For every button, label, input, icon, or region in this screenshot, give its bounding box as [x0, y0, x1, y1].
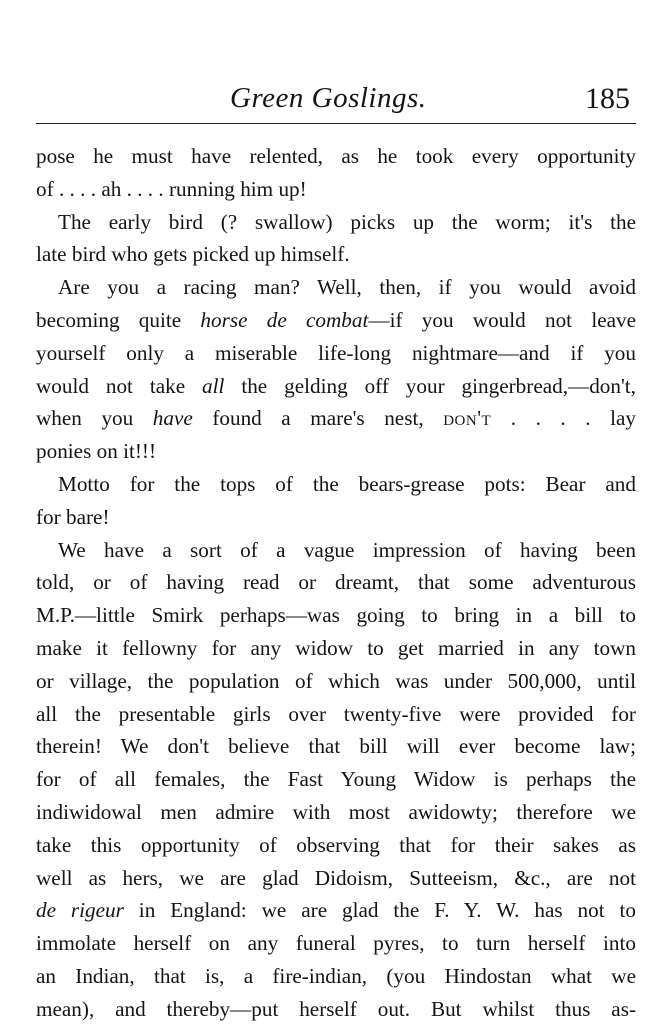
text-run: . . . . lay	[491, 406, 637, 431]
text-run: therein! We don't believe that bill will ever become law;	[36, 734, 636, 759]
text-line	[36, 927, 636, 960]
text-line	[36, 829, 636, 862]
text-run: ponies on it!!!	[36, 439, 157, 464]
text-line	[36, 763, 636, 796]
italic-text: all	[202, 373, 225, 398]
page-header	[36, 80, 636, 120]
text-run: all the presentable girls over twenty-five were provided for	[36, 701, 636, 726]
text-run: yourself only a miserable life-long nightmare—and if you	[36, 340, 636, 365]
text-run: of . . . . ah . . . . running him up!	[36, 176, 307, 201]
text-line	[36, 206, 636, 239]
text-run: for bare!	[36, 504, 110, 529]
text-line	[36, 534, 636, 567]
text-line	[36, 599, 636, 632]
header-rule	[36, 123, 636, 124]
text-run: well as hers, we are glad Didoism, Sutteeism, &c., are not	[36, 865, 636, 890]
body-text	[36, 140, 636, 1026]
text-run: Are you a racing man? Well, then, if you would avoid	[58, 275, 636, 300]
text-line	[36, 140, 636, 173]
text-run: found a mare's nest,	[192, 406, 444, 431]
text-line	[36, 304, 636, 337]
text-line	[36, 337, 636, 370]
italic-text: have	[152, 406, 193, 431]
text-run: take this opportunity of observing that for their sakes as	[36, 832, 636, 857]
italic-text: horse de combat	[200, 307, 369, 332]
text-line	[36, 796, 636, 829]
small-caps-text: don't	[443, 406, 492, 431]
text-line	[36, 435, 636, 468]
text-line	[36, 730, 636, 763]
text-line	[36, 665, 636, 698]
text-run: The early bird (? swallow) picks up the worm; it's the	[58, 209, 636, 234]
text-run: indiwidowal men admire with most awidowty; therefore we	[36, 799, 636, 824]
text-run: late bird who gets picked up himself.	[36, 242, 350, 267]
page-number: 185	[585, 82, 630, 115]
text-run: becoming quite	[36, 307, 201, 332]
text-run: would not take	[36, 373, 203, 398]
text-run: make it fellowny for any widow to get married in any town	[36, 635, 636, 660]
text-line	[36, 632, 636, 665]
text-line	[36, 468, 636, 501]
text-run: an Indian, that is, a fire-indian, (you Hindostan what we	[36, 963, 636, 988]
text-run: —if you would not leave	[368, 307, 637, 332]
running-head: Green Goslings.	[230, 82, 427, 114]
text-run: in England: we are glad the F. Y. W. has not to	[123, 898, 636, 923]
text-run: mean), and thereby—put herself out. But whilst thus as-	[36, 996, 636, 1021]
text-line	[36, 862, 636, 895]
italic-text: de rigeur	[36, 898, 124, 923]
text-line	[36, 370, 636, 403]
text-run: M.P.—little Smirk perhaps—was going to bring in a bill to	[36, 603, 636, 628]
text-line	[36, 173, 636, 206]
text-line	[36, 993, 636, 1026]
text-run: for of all females, the Fast Young Widow is perhaps the	[36, 767, 636, 792]
text-run: told, or of having read or dreamt, that some adventurous	[36, 570, 636, 595]
text-run: pose he must have relented, as he took every opportunity	[36, 144, 636, 168]
text-run: We have a sort of a vague impression of having been	[58, 537, 636, 562]
text-line	[36, 402, 636, 435]
text-line	[36, 501, 636, 534]
text-line	[36, 566, 636, 599]
text-run: immolate herself on any funeral pyres, to turn herself into	[36, 931, 636, 956]
text-run: when you	[36, 406, 153, 431]
text-line	[36, 960, 636, 993]
text-line	[36, 698, 636, 731]
text-line	[36, 271, 636, 304]
text-run: Motto for the tops of the bears-grease pots: Bear and	[58, 471, 636, 496]
text-run: or village, the population of which was under 500,000, until	[36, 668, 636, 693]
text-line	[36, 238, 636, 271]
text-line	[36, 894, 636, 927]
text-run: the gelding off your gingerbread,—don't,	[224, 373, 636, 398]
